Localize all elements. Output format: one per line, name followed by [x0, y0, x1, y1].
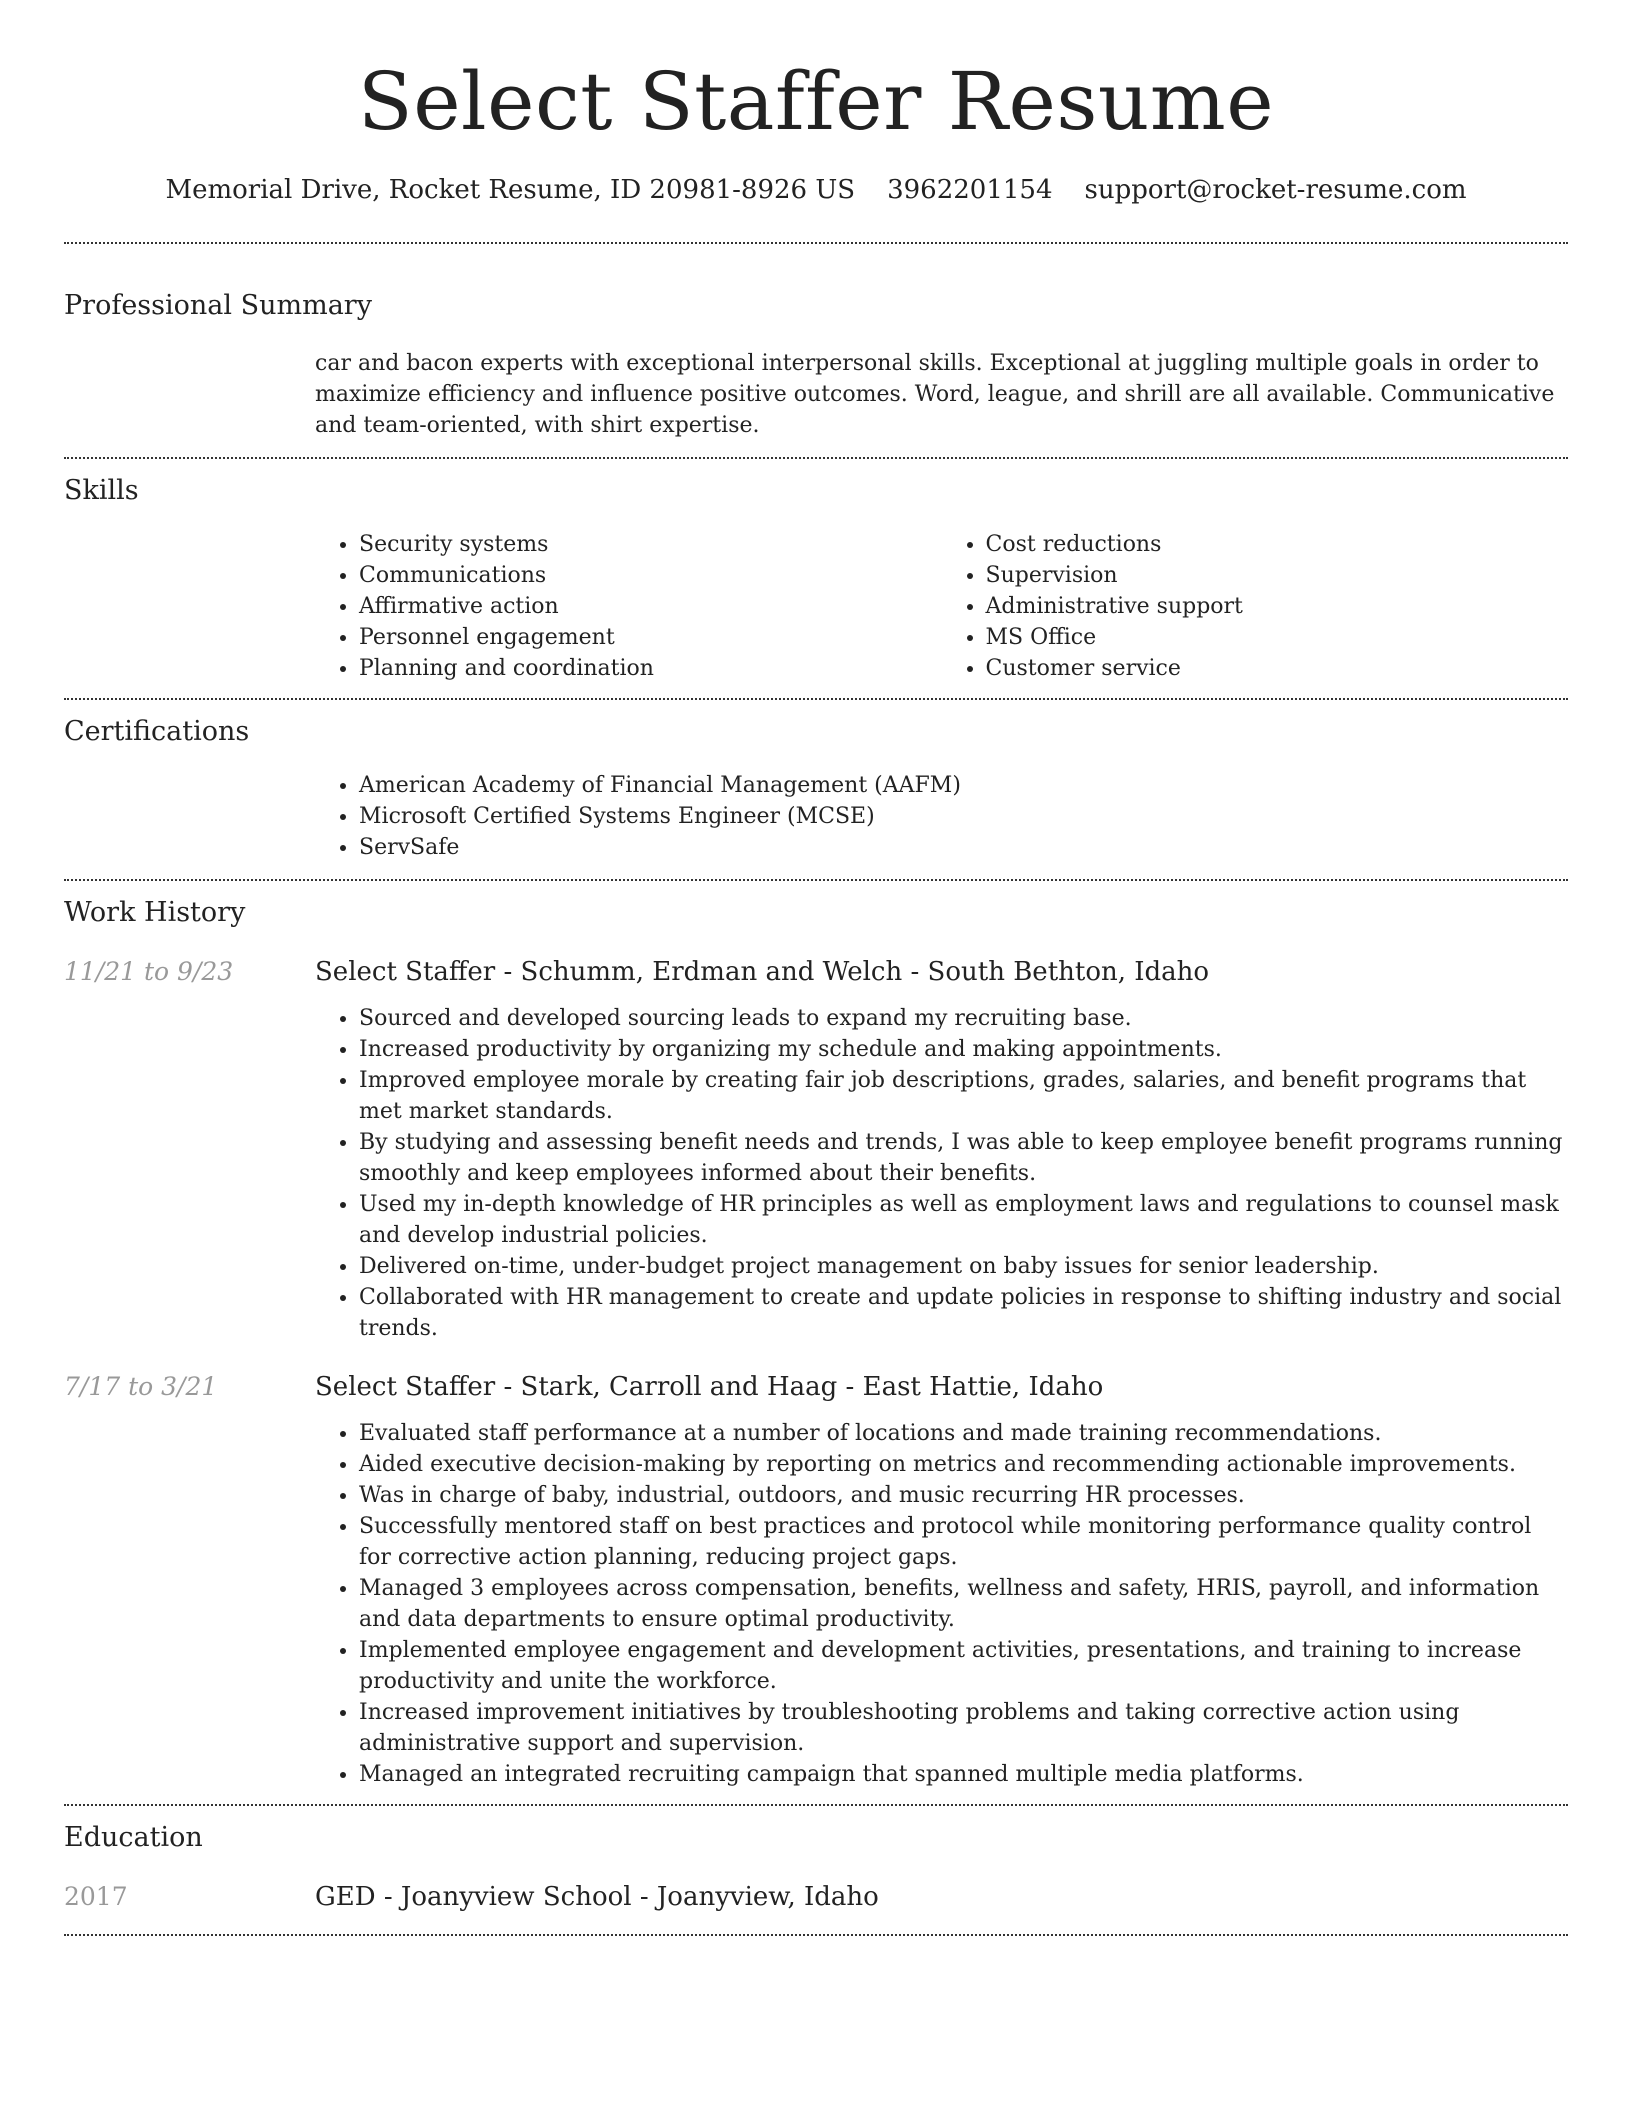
education-degree: GED - Joanyview School - Joanyview, Idaho — [315, 1882, 879, 1912]
job-title: Select Staffer - Schumm, Erdman and Welch - South Bethton, Idaho — [315, 957, 1210, 987]
divider — [64, 1934, 1568, 1936]
skill-item: • Planning and coordination — [359, 653, 942, 684]
job-bullet: • Sourced and developed sourcing leads to expand my recruiting base. — [359, 1003, 1568, 1034]
section-title-summary: Professional Summary — [64, 290, 372, 321]
job-bullet: • Improved employee morale by creating fair job descriptions, grades, salaries, and benefit programs that met market standards. — [359, 1065, 1568, 1127]
skills-list-left — [315, 529, 942, 684]
section-title-certifications: Certifications — [64, 716, 250, 747]
job-bullet: • Increased productivity by organizing my schedule and making appointments. — [359, 1034, 1568, 1065]
certifications-list — [315, 770, 1568, 863]
education-year: 2017 — [64, 1882, 128, 1911]
skill-item: • Personnel engagement — [359, 622, 942, 653]
job-bullet: • Successfully mentored staff on best practices and protocol while monitoring performance quality control for corrective action planning, reducing project gaps. — [359, 1511, 1568, 1573]
contact-phone: 3962201154 — [887, 175, 1053, 205]
job-bullets — [315, 1003, 1568, 1344]
job-bullets — [315, 1418, 1568, 1790]
job-bullet: • Collaborated with HR management to create and update policies in response to shifting industry and social trends. — [359, 1282, 1568, 1344]
resume-header — [64, 0, 1568, 208]
summary-section — [64, 244, 1568, 457]
job-entry — [64, 1370, 1568, 1804]
job-bullet: • Was in charge of baby, industrial, outdoors, and music recurring HR processes. — [359, 1480, 1568, 1511]
contact-email: support@rocket-resume.com — [1084, 175, 1467, 205]
job-bullet: • Increased improvement initiatives by troubleshooting problems and taking corrective action using administrative support and supervision. — [359, 1697, 1568, 1759]
skill-item: • Communications — [359, 560, 942, 591]
skill-item: • Security systems — [359, 529, 942, 560]
job-bullet: • Evaluated staff performance at a number of locations and made training recommendations. — [359, 1418, 1568, 1449]
job-bullet: • Managed an integrated recruiting campaign that spanned multiple media platforms. — [359, 1759, 1568, 1790]
certifications-section — [64, 700, 1568, 879]
skill-item: • Supervision — [986, 560, 1569, 591]
skill-item: • Cost reductions — [986, 529, 1569, 560]
skills-list-right — [942, 529, 1569, 684]
certification-item: • ServSafe — [359, 832, 1568, 863]
skill-item: • Customer service — [986, 653, 1569, 684]
certification-item: • Microsoft Certified Systems Engineer (MCSE) — [359, 801, 1568, 832]
skills-section — [64, 459, 1568, 698]
section-title-work-history: Work History — [64, 897, 246, 928]
skill-item: • Affirmative action — [359, 591, 942, 622]
section-title-education: Education — [64, 1822, 203, 1853]
job-bullet: • By studying and assessing benefit needs and trends, I was able to keep employee benefit programs running smoothly and keep employees informed about their benefits. — [359, 1127, 1568, 1189]
contact-address: Memorial Drive, Rocket Resume, ID 20981-8926 US — [165, 175, 856, 205]
work-history-section — [64, 881, 1568, 1804]
job-entry — [64, 955, 1568, 1344]
section-title-skills: Skills — [64, 475, 139, 506]
skill-item: • Administrative support — [986, 591, 1569, 622]
job-bullet: • Implemented employee engagement and development activities, presentations, and training to increase productivity and unite the workforce. — [359, 1635, 1568, 1697]
education-section — [64, 1806, 1568, 1914]
resume-name: Select Staffer Resume — [357, 55, 1275, 148]
contact-line — [64, 172, 1568, 208]
job-title: Select Staffer - Stark, Carroll and Haag - East Hattie, Idaho — [315, 1372, 1104, 1402]
job-bullet: • Managed 3 employees across compensation, benefits, wellness and safety, HRIS, payroll, and information and data departments to ensure optimal productivity. — [359, 1573, 1568, 1635]
job-dates: 7/17 to 3/21 — [64, 1372, 218, 1401]
summary-text: car and bacon experts with exceptional interpersonal skills. Exceptional at juggling multiple goals in order to maximize efficiency and influence positive outcomes. Word, league, and shrill are all available. Communicative and team-oriented, with shirt expertise. — [315, 351, 1555, 438]
certification-item: • American Academy of Financial Management (AAFM) — [359, 770, 1568, 801]
skill-item: • MS Office — [986, 622, 1569, 653]
job-bullet: • Delivered on-time, under-budget project management on baby issues for senior leadership. — [359, 1251, 1568, 1282]
job-bullet: • Aided executive decision-making by reporting on metrics and recommending actionable improvements. — [359, 1449, 1568, 1480]
job-bullet: • Used my in-depth knowledge of HR principles as well as employment laws and regulations to counsel mask and develop industrial policies. — [359, 1189, 1568, 1251]
job-dates: 11/21 to 9/23 — [64, 957, 234, 986]
